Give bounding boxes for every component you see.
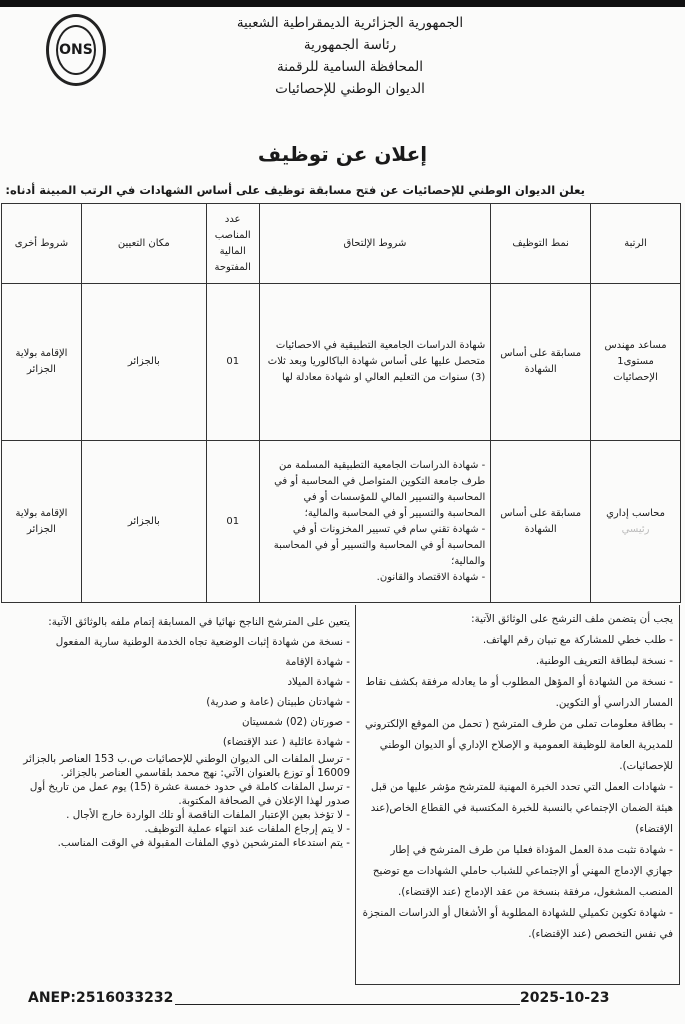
col-place: مكان التعيين [81, 204, 206, 284]
ons-logo: ONS [46, 14, 106, 86]
top-border [0, 0, 685, 7]
list-item: - نسخة من الشهادة أو المؤهل المطلوب أو ما يعادله مرفقة بكشف نقاط المسار الدراسي أو التكوين. [365, 676, 673, 709]
note-item: - ترسل الملفات كاملة في حدود خمسة عشرة (15) يوم عمل من تاريخ أول صدور لهذا الإعلان في الصحافة المكتوبة. [29, 781, 350, 807]
final-documents-section [4, 612, 350, 850]
list-item: - صورتان (02) شمسيتان [242, 716, 350, 728]
footer-divider [175, 1004, 520, 1005]
section-intro: يتعين على المترشح الناجح نهائيا في المسابقة إتمام ملفه بالوثائق الآتية: [48, 616, 350, 628]
note-item: - ترسل الملفات الى الديوان الوطني للإحصائيات ص.ب 153 العناصر بالجزائر 16009 أو توزع بالعنوان الآتي: نهج محمد بلقاسمي العناصر بالجزائر. [23, 753, 350, 779]
anep-reference: ANEP:2516033232 [28, 990, 174, 1006]
list-item: - شهادة الإقامة [285, 656, 350, 668]
place-cell: بالجزائر [81, 284, 206, 441]
list-item: - شهادة تثبت مدة العمل المؤداة فعليا من طرف المترشح في إطار جهازي الإدماج المهني أو الإجتماعي للشباب حاملي الشهادات مع توضيح المنصب المشغول، مرفقة بنسخة من عقد الإدماج (عند الإقتضاء). [372, 844, 673, 898]
rank-cell: مساعد مهندس مستوى1 الإحصائيات [591, 284, 681, 441]
note-item: - لا تؤخذ بعين الإعتبار الملفات الناقصة أو تلك الواردة خارج الأجال . [66, 809, 350, 821]
publication-date: 2025-10-23 [520, 990, 610, 1006]
place-cell: بالجزائر [81, 441, 206, 603]
count-cell: 01 [206, 441, 259, 603]
mode-cell: مسابقة على أساس الشهادة [491, 441, 591, 603]
col-mode: نمط التوظيف [491, 204, 591, 284]
other-cell: الإقامة بولاية الجزائر [2, 284, 82, 441]
col-rank: الرتبة [591, 204, 681, 284]
count-cell: 01 [206, 284, 259, 441]
letterhead [150, 12, 550, 100]
header-line: رئاسة الجمهورية [303, 37, 397, 53]
section-intro: يجب أن يتضمن ملف الترشح على الوثائق الآتية: [471, 613, 673, 625]
positions-table [1, 203, 681, 603]
list-item: - شهادة تكوين تكميلي للشهادة المطلوبة أو الأشغال أو الدراسات المنجزة في نفس التخصص (عند الإقتضاء). [362, 907, 673, 940]
header-line: الجمهورية الجزائرية الديمقراطية الشعبية [236, 15, 464, 31]
list-item: - شهادتان طبيتان (عامة و صدرية) [206, 696, 350, 708]
intro-text: يعلن الديوان الوطني للإحصائيات عن فتح مسابقة توظيف على أساس الشهادات في الرتب المبينة أدناه: [5, 183, 585, 197]
note-item: - لا يتم إرجاع الملفات عند انتهاء عملية التوظيف. [144, 823, 350, 835]
col-other: شروط أخرى [2, 204, 82, 284]
other-cell: الإقامة بولاية الجزائر [2, 441, 82, 603]
list-item: - شهادة الميلاد [287, 676, 350, 688]
rank-cell [591, 441, 681, 603]
footer [0, 990, 685, 1010]
table-row [2, 284, 681, 441]
conditions-cell: شهادة الدراسات الجامعية التطبيقية في الاحصائيات متحصل عليها على أساس شهادة الباكالوريا وبعد ثلاث (3) سنوات من التعليم العالي او شهادة معادلة لها [259, 284, 491, 441]
rank-text: محاسب إداري [606, 507, 665, 519]
announcement-title: إعلان عن توظيف [257, 142, 428, 166]
list-item: - بطاقة معلومات تملى من طرف المترشح ( تحمل من الموقع الإلكتروني للمديرية العامة للوظيفة العمومية و الإصلاح الإداري أو الديوان الوطني للإحصائيات). [365, 718, 673, 772]
list-item: - نسخة لبطاقة التعريف الوطنية. [535, 655, 673, 667]
table-header-row [2, 204, 681, 284]
header-line: الديوان الوطني للإحصائيات [275, 81, 425, 97]
rank-subtext: رئيسي [621, 523, 650, 535]
table-row [2, 441, 681, 603]
list-item: - طلب خطي للمشاركة مع تبيان رقم الهاتف. [482, 634, 673, 646]
col-conditions: شروط الإلتحاق [259, 204, 491, 284]
list-item: - نسخة من شهادة إثبات الوضعية تجاه الخدمة الوطنية سارية المفعول [55, 636, 350, 648]
note-item: - يتم استدعاء المترشحين ذوي الملفات المقبولة في الوقت المناسب. [57, 837, 350, 849]
header-line: المحافظة السامية للرقمنة [276, 59, 423, 75]
application-documents-section [355, 605, 680, 985]
conditions-cell: - شهادة الدراسات الجامعية التطبيقية المسلمة من طرف جامعة التكوين المتواصل في المحاسبة أو في المحاسبة والتسيير المالي للمؤسسات أو في المحاسبة والتسيير أو في المحاسبة والمالية؛ - شهادة تقني سام في تسيير المخزونات أو في المحاسبة أو في المحاسبة والتسيير أو في المحاسبة والمالية؛ - شهادة الاقتصاد والقانون. [259, 441, 491, 603]
list-item: - شهادة عائلية ( عند الإقتضاء) [222, 736, 350, 748]
list-item: - شهادات العمل التي تحدد الخبرة المهنية للمترشح مؤشر عليها من قبل هيئة الضمان الإجتماعي بالنسبة للخبرة المكتسبة في القطاع الخاص(عند الإقتضاء) [370, 781, 673, 835]
col-count: عدد المناصب المالية المفتوحة [206, 204, 259, 284]
mode-cell: مسابقة على أساس الشهادة [491, 284, 591, 441]
